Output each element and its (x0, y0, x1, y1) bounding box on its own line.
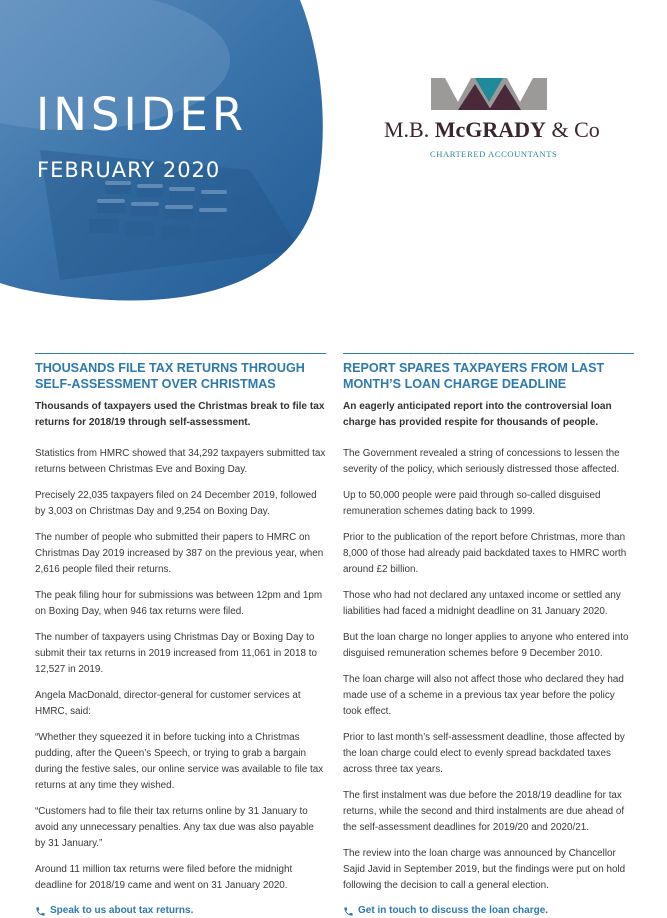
article-paragraph: The first instalment was due before the 2018/19 deadline for tax returns, while the second and third instalments are due ahead of the self-assessment deadlines for 2019/20 and 2020/21. (343, 790, 625, 833)
article-paragraph: Around 11 million tax returns were filed before the midnight deadline for 2018/19 came and went on 31 January 2020. (35, 864, 293, 891)
article-lead: Thousands of taxpayers used the Christmas break to file tax returns for 2018/19 through self-assessment. (35, 401, 325, 428)
article-lead: An eagerly anticipated report into the controversial loan charge has provided respite for thousands of people. (343, 401, 612, 428)
newsletter-title: INSIDER (36, 88, 248, 141)
article-paragraph: The number of people who submitted their papers to HMRC on Christmas Day 2019 increased by 387 on the previous year, when 2,616 people filed their returns. (35, 532, 324, 575)
loan-charge-contact-link[interactable] (343, 904, 634, 918)
article-paragraph: Angela MacDonald, director-general for customer services at HMRC, said: (35, 690, 301, 717)
issue-date: FEBRUARY 2020 (37, 158, 221, 182)
article-paragraph: But the loan charge no longer applies to anyone who entered into disguised remuneration schemes before 9 December 2010. (343, 632, 629, 659)
article-paragraph: Those who had not declared any untaxed income or settled any liabilities had faced a midnight deadline on 31 January 2020. (343, 590, 621, 617)
article-paragraph: The review into the loan charge was announced by Chancellor Sajid Javid in September 2019, but the findings were put on hold following the decision to call a general election. (343, 848, 626, 891)
article-heading: THOUSANDS FILE TAX RETURNS THROUGH SELF-ASSESSMENT OVER CHRISTMAS (35, 361, 305, 391)
company-tagline: CHARTERED ACCOUNTANTS (430, 149, 558, 159)
article-paragraph: The number of taxpayers using Christmas Day or Boxing Day to submit their tax returns in 2019 increased from 11,061 in 2018 to 12,527 in 2019. (35, 632, 317, 675)
cta-label: Get in touch to discuss the loan charge. (358, 905, 549, 916)
company-name-main: McGRADY (434, 117, 546, 142)
article-paragraph: The peak filing hour for submissions was between 12pm and 1pm on Boxing Day, when 946 tax returns were filed. (35, 590, 323, 617)
article-paragraph: “Customers had to file their tax returns online by 31 January to avoid any unnecessary penalties. Any tax due was also payable by 31 January.” (35, 806, 314, 849)
article-paragraph: “Whether they squeezed it in before tucking into a Christmas pudding, after the Queen’s Speech, or trying to grab a bargain during the festive sales, our online service was available to file tax returns at any time they wished. (35, 732, 324, 791)
article-paragraph: Prior to the publication of the report before Christmas, more than 8,000 of those had already paid backdated taxes to HMRC worth around £2 billion. (343, 532, 627, 575)
company-name-suffix: & Co (551, 117, 600, 142)
calculator-photo-image (0, 0, 330, 305)
article-paragraph: Prior to last month’s self-assessment deadline, those affected by the loan charge could elect to evenly spread backdated taxes across three tax years. (343, 732, 625, 775)
column-divider (35, 353, 326, 354)
article-paragraph: Precisely 22,035 taxpayers filed on 24 December 2019, followed by 3,003 on Christmas Day and 9,254 on Boxing Day. (35, 490, 317, 517)
cta-label: Speak to us about tax returns. (50, 905, 194, 916)
phone-icon (343, 906, 354, 917)
tax-returns-contact-link[interactable] (35, 904, 326, 918)
company-name-prefix: M.B. (384, 117, 430, 142)
article-paragraph: The Government revealed a string of concessions to lessen the severity of the policy, which seriously distressed those affected. (343, 448, 620, 475)
article-loan-charge (343, 353, 634, 918)
article-paragraph: Up to 50,000 people were paid through so-called disguised remuneration schemes dating back to 1999. (343, 490, 601, 517)
article-paragraph: The loan charge will also not affect those who declared they had made use of a scheme in a previous tax year before the policy took effect. (343, 674, 624, 717)
article-tax-returns (35, 353, 326, 918)
article-heading: REPORT SPARES TAXPAYERS FROM LAST MONTH’S LOAN CHARGE DEADLINE (343, 361, 605, 391)
company-name (384, 119, 600, 141)
logo-mark-icon (431, 78, 547, 110)
article-paragraph: Statistics from HMRC showed that 34,292 taxpayers submitted tax returns between Christmas Eve and Boxing Day. (35, 448, 326, 475)
phone-icon (35, 906, 46, 917)
hero-banner (0, 0, 330, 305)
column-divider (343, 353, 634, 354)
